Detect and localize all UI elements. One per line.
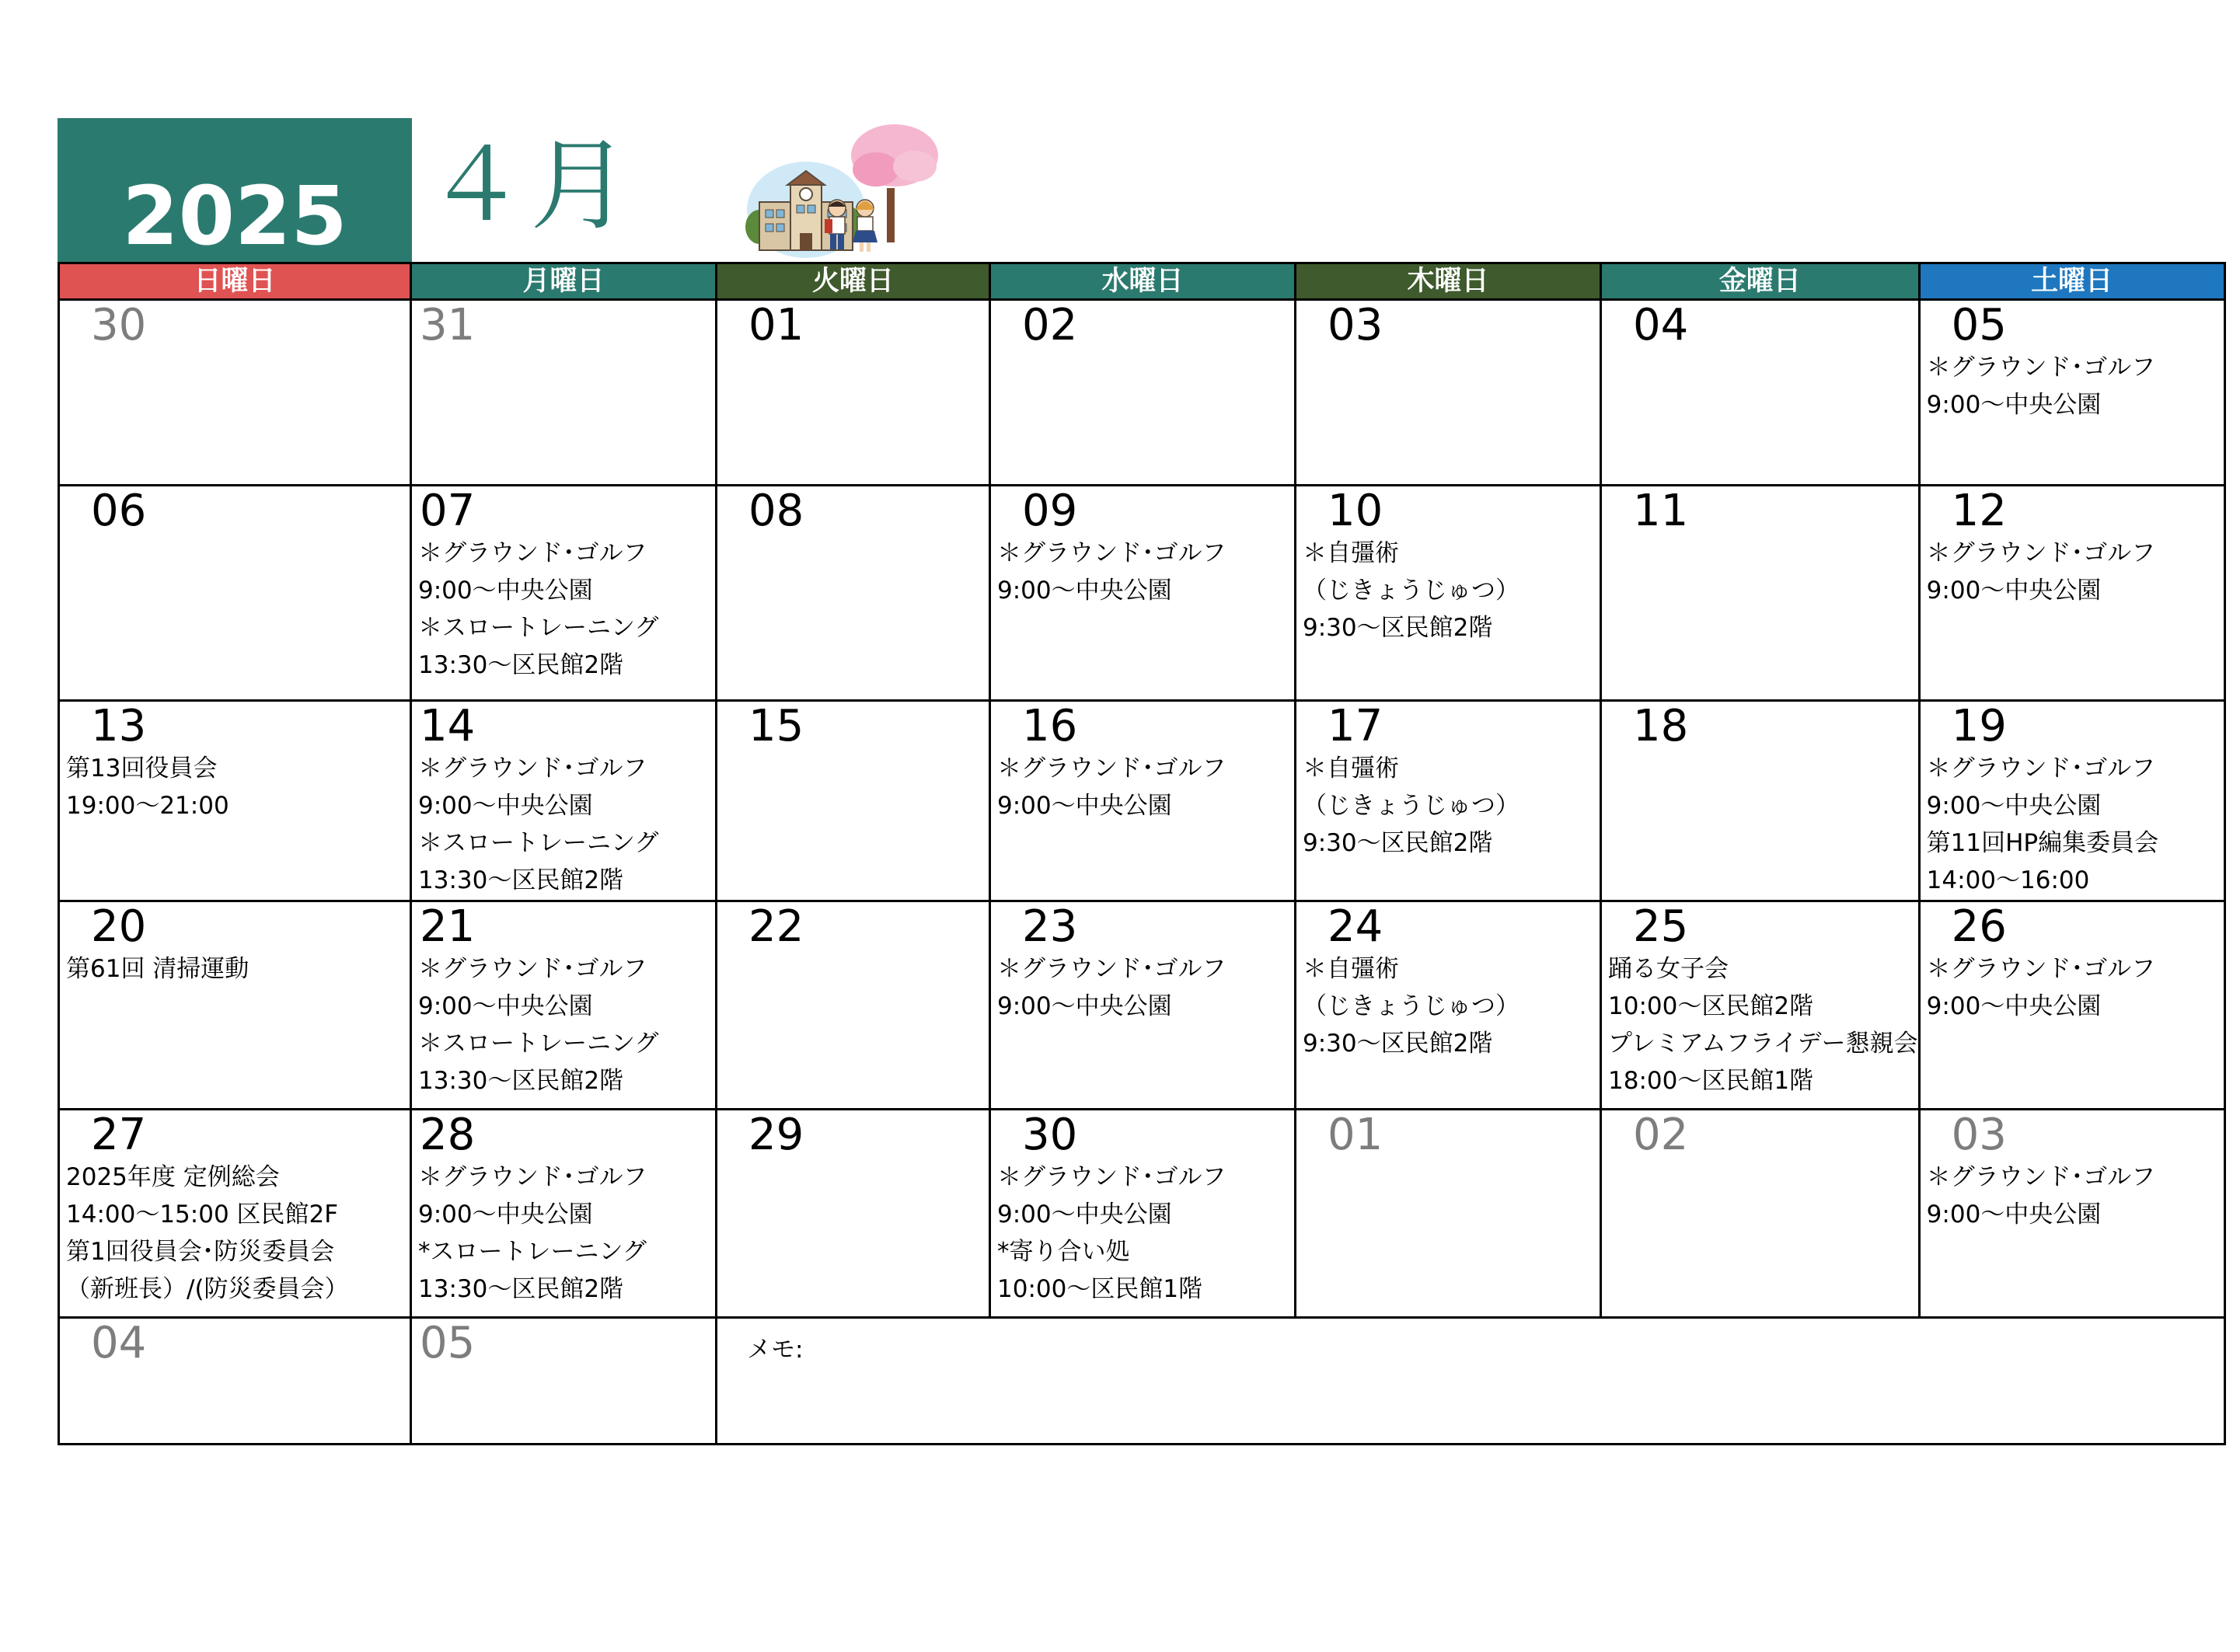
day-number: 01 — [1328, 1110, 1383, 1160]
event-line: 13:30～区民館2階 — [418, 866, 624, 894]
week-row — [59, 1110, 2225, 1318]
day-cell — [59, 701, 411, 901]
day-number: 07 — [420, 486, 476, 536]
day-number: 21 — [420, 901, 476, 952]
event-line: 9:00～中央公園 — [1926, 1201, 2102, 1229]
year-label: 2025 — [122, 169, 347, 263]
day-number: 24 — [1328, 901, 1383, 952]
day-cell — [1296, 701, 1601, 901]
day-number: 09 — [1022, 486, 1078, 536]
day-cell — [411, 901, 717, 1110]
day-number: 31 — [420, 300, 476, 350]
memo-area — [717, 1318, 2225, 1445]
week-row — [59, 901, 2225, 1110]
event-line: ＊自彊術 — [1303, 755, 1399, 782]
event-line: 9:30～区民館2階 — [1303, 614, 1493, 642]
memo-label: メモ: — [747, 1336, 804, 1364]
event-line: ＊グラウンド･ゴルフ — [1926, 354, 2156, 382]
day-number: 05 — [420, 1318, 476, 1368]
year-box — [58, 118, 412, 264]
event-line: ＊グラウンド･ゴルフ — [418, 955, 647, 983]
event-line: 9:00～中央公園 — [418, 792, 593, 820]
event-line: 9:00～中央公園 — [997, 1201, 1172, 1229]
event-line: ＊グラウンド･ゴルフ — [418, 755, 647, 782]
event-line: 14:00～15:00 区民館2F — [66, 1201, 339, 1229]
day-cell — [990, 1110, 1296, 1318]
day-cell — [1296, 1110, 1601, 1318]
day-cell — [990, 901, 1296, 1110]
day-cell — [717, 1110, 990, 1318]
calendar-body — [59, 300, 2225, 1445]
day-cell — [1919, 1110, 2224, 1318]
event-line: 19:00～21:00 — [66, 792, 229, 820]
event-line: 9:00～中央公園 — [1926, 792, 2102, 820]
event-line: ＊スロートレーニング — [418, 614, 659, 642]
weekday-thu: 木曜日 — [1296, 263, 1601, 300]
week-row — [59, 701, 2225, 901]
day-cell — [59, 901, 411, 1110]
day-cell — [1296, 300, 1601, 486]
day-cell — [59, 300, 411, 486]
day-cell — [1601, 1110, 1920, 1318]
school-children-cherry-blossom-icon — [742, 118, 943, 260]
day-number: 26 — [1951, 901, 2007, 952]
day-number: 22 — [748, 901, 804, 952]
day-number: 14 — [420, 701, 476, 751]
event-line: ＊グラウンド･ゴルフ — [997, 755, 1226, 782]
event-line: 9:00～中央公園 — [1926, 577, 2102, 605]
event-line: 第61回 清掃運動 — [66, 955, 249, 983]
day-number: 25 — [1633, 901, 1689, 952]
day-cell — [1919, 901, 2224, 1110]
day-cell — [59, 1110, 411, 1318]
memo-row — [59, 1318, 2225, 1445]
day-cell — [1601, 701, 1920, 901]
event-line: （じきょうじゅつ） — [1303, 792, 1520, 820]
event-line: （じきょうじゅつ） — [1303, 992, 1520, 1020]
event-line: （新班長）/(防災委員会） — [66, 1275, 349, 1303]
event-line: 10:00～区民館2階 — [1608, 992, 1814, 1020]
event-line: ＊グラウンド･ゴルフ — [418, 539, 647, 567]
event-line: 9:00～中央公園 — [997, 992, 1172, 1020]
event-line: 9:00～中央公園 — [418, 577, 593, 605]
event-line: 9:00～中央公園 — [997, 792, 1172, 820]
event-line: プレミアムフライデー懇親会 — [1608, 1030, 1918, 1058]
event-line: ＊自彊術 — [1303, 955, 1399, 983]
event-line: ＊自彊術 — [1303, 539, 1399, 567]
week-row — [59, 300, 2225, 486]
event-line: 9:30～区民館2階 — [1303, 1030, 1493, 1058]
day-number: 18 — [1633, 701, 1689, 751]
weekday-tue: 火曜日 — [717, 263, 990, 300]
calendar-grid — [58, 262, 2226, 1445]
event-line: 第11回HP編集委員会 — [1926, 829, 2159, 857]
day-number: 28 — [420, 1110, 476, 1160]
event-line: 2025年度 定例総会 — [66, 1163, 280, 1191]
day-cell — [411, 486, 717, 701]
day-number: 04 — [91, 1318, 147, 1368]
day-number: 30 — [1022, 1110, 1078, 1160]
event-line: ＊グラウンド･ゴルフ — [997, 955, 1226, 983]
day-cell — [411, 1318, 717, 1445]
event-line: 18:00～区民館1階 — [1608, 1067, 1814, 1095]
event-line: ＊グラウンド･ゴルフ — [1926, 539, 2156, 567]
weekday-wed: 水曜日 — [990, 263, 1296, 300]
day-cell — [1919, 300, 2224, 486]
day-cell — [990, 300, 1296, 486]
day-number: 03 — [1328, 300, 1383, 350]
event-line: ＊グラウンド･ゴルフ — [418, 1163, 647, 1191]
event-line: 14:00～16:00 — [1926, 866, 2090, 894]
event-line: 13:30～区民館2階 — [418, 1067, 624, 1095]
day-number: 06 — [91, 486, 147, 536]
day-cell — [1919, 486, 2224, 701]
day-cell — [59, 486, 411, 701]
event-line: ＊スロートレーニング — [418, 829, 659, 857]
event-line: 13:30～区民館2階 — [418, 651, 624, 679]
week-row — [59, 486, 2225, 701]
event-line: 13:30～区民館2階 — [418, 1275, 624, 1303]
event-line: ＊スロートレーニング — [418, 1030, 659, 1058]
day-cell — [411, 300, 717, 486]
day-cell — [1601, 300, 1920, 486]
event-line: ＊グラウンド･ゴルフ — [1926, 755, 2156, 782]
day-number: 11 — [1633, 486, 1689, 536]
event-line: 10:00～区民館1階 — [997, 1275, 1203, 1303]
event-line: 第13回役員会 — [66, 755, 218, 782]
day-number: 02 — [1633, 1110, 1689, 1160]
day-number: 05 — [1951, 300, 2007, 350]
event-line: 第1回役員会･防災委員会 — [66, 1238, 335, 1266]
day-number: 02 — [1022, 300, 1078, 350]
day-cell — [1919, 701, 2224, 901]
weekday-fri: 金曜日 — [1601, 263, 1920, 300]
month-title: ４月 — [426, 128, 635, 244]
day-number: 20 — [91, 901, 147, 952]
day-cell — [1296, 486, 1601, 701]
weekday-header-row — [59, 263, 2225, 300]
day-number: 29 — [748, 1110, 804, 1160]
day-cell — [1601, 901, 1920, 1110]
event-line: 9:30～区民館2階 — [1303, 829, 1493, 857]
day-cell — [59, 1318, 411, 1445]
day-cell — [717, 701, 990, 901]
event-line: ＊グラウンド･ゴルフ — [1926, 1163, 2156, 1191]
day-cell — [1601, 486, 1920, 701]
event-line: ＊グラウンド･ゴルフ — [1926, 955, 2156, 983]
event-line: *寄り合い処 — [997, 1238, 1130, 1266]
weekday-mon: 月曜日 — [411, 263, 717, 300]
event-line: 9:00～中央公園 — [1926, 992, 2102, 1020]
day-number: 17 — [1328, 701, 1383, 751]
day-number: 12 — [1951, 486, 2007, 536]
event-line: 踊る女子会 — [1608, 955, 1729, 983]
day-number: 13 — [91, 701, 147, 751]
day-number: 01 — [748, 300, 804, 350]
weekday-sun: 日曜日 — [59, 263, 411, 300]
event-line: ＊グラウンド･ゴルフ — [997, 539, 1226, 567]
day-cell — [717, 300, 990, 486]
day-number: 04 — [1633, 300, 1689, 350]
day-number: 10 — [1328, 486, 1383, 536]
day-cell — [411, 701, 717, 901]
event-line: 9:00～中央公園 — [997, 577, 1172, 605]
event-line: 9:00～中央公園 — [1926, 391, 2102, 419]
event-line: （じきょうじゅつ） — [1303, 577, 1520, 605]
weekday-sat: 土曜日 — [1919, 263, 2224, 300]
day-cell — [717, 486, 990, 701]
day-number: 19 — [1951, 701, 2007, 751]
event-line: *スロートレーニング — [418, 1238, 647, 1266]
event-line: 9:00～中央公園 — [418, 992, 593, 1020]
day-cell — [411, 1110, 717, 1318]
day-number: 15 — [748, 701, 804, 751]
day-number: 27 — [91, 1110, 147, 1160]
day-cell — [990, 701, 1296, 901]
day-number: 23 — [1022, 901, 1078, 952]
day-number: 03 — [1951, 1110, 2007, 1160]
event-line: ＊グラウンド･ゴルフ — [997, 1163, 1226, 1191]
day-cell — [990, 486, 1296, 701]
day-number: 08 — [748, 486, 804, 536]
day-cell — [717, 901, 990, 1110]
day-number: 30 — [91, 300, 147, 350]
event-line: 9:00～中央公園 — [418, 1201, 593, 1229]
day-number: 16 — [1022, 701, 1078, 751]
day-cell — [1296, 901, 1601, 1110]
